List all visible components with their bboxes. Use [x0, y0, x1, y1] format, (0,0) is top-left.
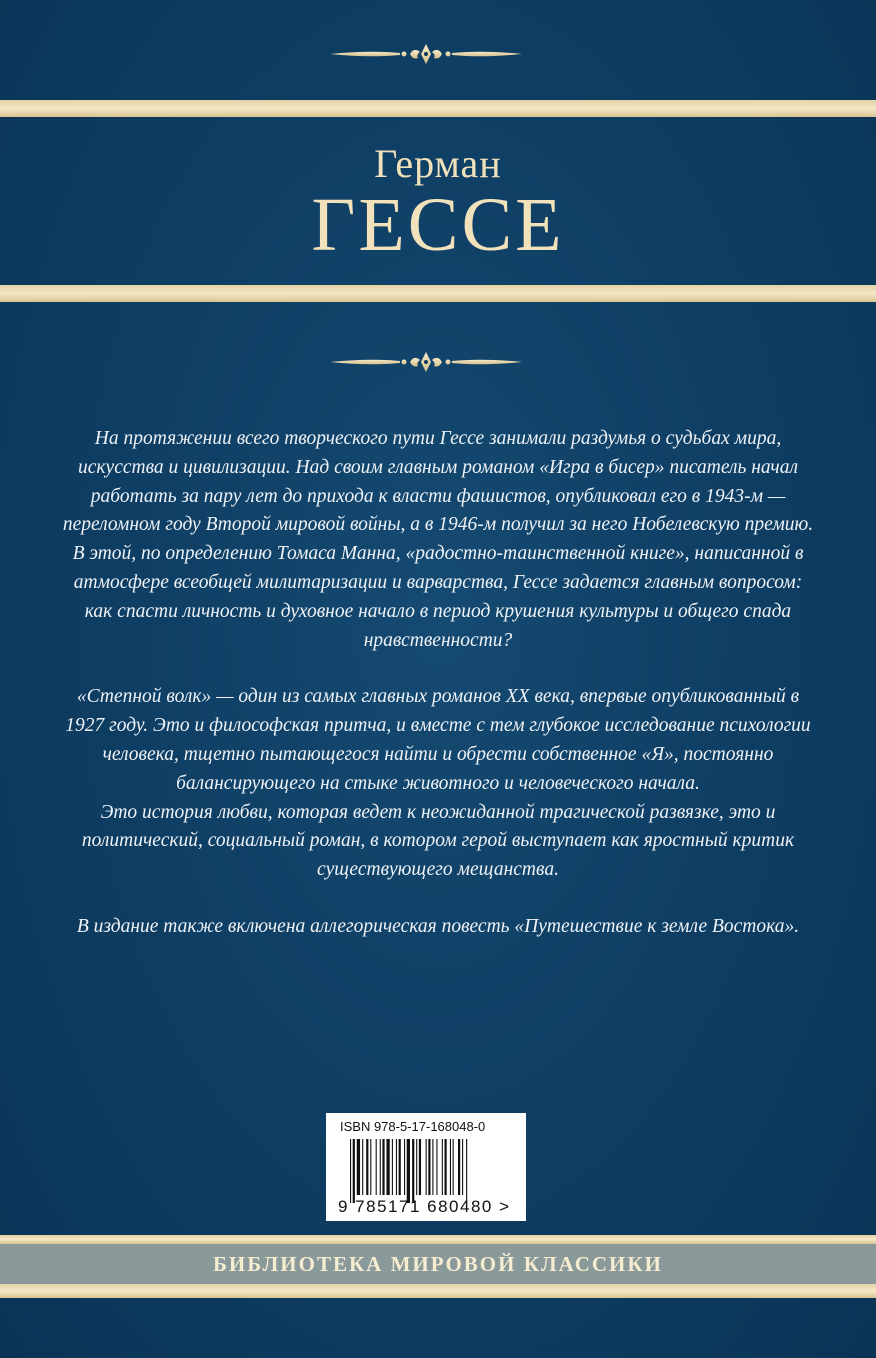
decorative-band: [0, 1284, 876, 1298]
isbn-barcode-box: [326, 1113, 526, 1221]
ornament-scroll-icon: [330, 40, 522, 68]
decorative-band: [0, 100, 876, 117]
annotation-text: [60, 425, 816, 942]
author-first-name: Герман: [374, 141, 502, 186]
author-last-name: ГЕССЕ: [311, 183, 565, 267]
isbn-label: ISBN 978-5-17-168048-0: [340, 1119, 486, 1134]
blurb-paragraph: В издание также включена аллегорическая повесть «Путешествие к земле Востока».: [76, 915, 800, 937]
isbn-digits: 9 785171 680480 >: [338, 1197, 511, 1216]
ornament-scroll-icon: [330, 348, 522, 376]
series-title: БИБЛИОТЕКА МИРОВОЙ КЛАССИКИ: [213, 1252, 663, 1276]
decorative-band: [0, 285, 876, 302]
barcode-icon: [336, 1139, 518, 1205]
blurb-paragraph: «Степной волк» — один из самых главных романов XX века, впервые опубликованный в 1927 году. Это и философская притча, и вместе с тем глубокое исследование психологии человека, тщетно пытающегося найти и обрести собственное «Я», постоянно балансирующего на стыке животного и человеческого начала.: [65, 686, 811, 794]
blurb-paragraph: Это история любви, которая ведет к неожиданной трагической развязке, это и политический, социальный роман, в котором герой выступает как яростный критик существующего мещанства.: [81, 801, 795, 881]
decorative-band: [0, 1235, 876, 1244]
blurb-paragraph: На протяжении всего творческого пути Гессе занимали раздумья о судьбах мира, искусства и цивилизации. Над своим главным романом «Игра в бисер» писатель начал работать за пару лет до прихода к власти фашистов, опубликовал его в 1943-м — переломном году Второй мировой войны, а в 1946-м получил за него Нобелевскую премию. В этой, по определению Томаса Манна, «радостно-таинственной книге», написанной в атмосфере всеобщей милитаризации и варварства, Гессе задается главным вопросом: как спасти личность и духовное начало в период крушения культуры и общего спада нравственности?: [62, 428, 814, 651]
